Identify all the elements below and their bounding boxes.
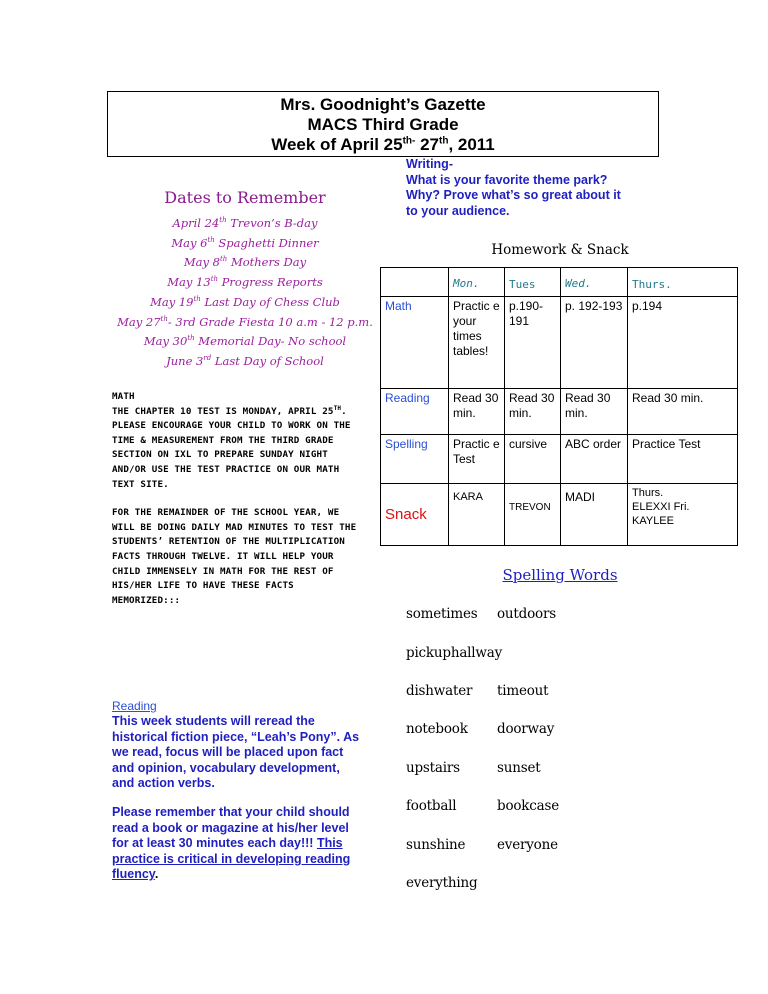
table-cell: Practice Test	[628, 435, 738, 484]
homework-title: Homework & Snack	[491, 242, 629, 258]
table-row	[381, 297, 738, 389]
spelling-word: football	[406, 798, 457, 814]
day-header: Tues	[505, 268, 561, 297]
table-cell: cursive	[505, 435, 561, 484]
class-name: MACS Third Grade	[307, 115, 459, 134]
table-cell: Read 30 min.	[449, 389, 505, 435]
table-cell: p.194	[628, 297, 738, 389]
newsletter-header	[107, 91, 659, 157]
writing-prompt	[406, 157, 736, 219]
table-cell: Practic e your times tables!	[449, 297, 505, 389]
date-item: May 19th Last Day of Chess Club	[150, 294, 340, 309]
reading-title: Reading	[112, 699, 157, 713]
spelling-word: outdoors	[497, 606, 556, 622]
spelling-word: sunset	[497, 760, 541, 776]
table-row	[381, 435, 738, 484]
date-item: May 8th Mothers Day	[183, 255, 307, 270]
table-cell: p. 192-193	[561, 297, 628, 389]
reading-paragraph: This week students will reread the historical fiction piece, “Leah’s Pony”. As we read, focus will be placed upon fact and opinion, vocabulary development, and action verbs.	[112, 714, 360, 791]
writing-line: Why? Prove what’s so great about it	[406, 188, 621, 202]
reading-paragraph: Please remember that your child should read a book or magazine at his/her level for at least 30 minutes each day!!! This practice is critical in developing reading fluency.	[112, 804, 351, 882]
table-cell: Thurs. ELEXXI Fri. KAYLEE	[628, 484, 738, 546]
spelling-word: upstairs	[406, 760, 460, 776]
spelling-word: sunshine	[406, 837, 466, 853]
table-cell: Read 30 min.	[505, 389, 561, 435]
row-label: Math	[381, 297, 449, 389]
writing-line: What is your favorite theme park?	[406, 172, 608, 187]
snack-label: Snack	[381, 484, 449, 546]
corner-cell	[381, 268, 449, 297]
spelling-word: dishwater	[406, 683, 473, 699]
date-item: May 27th- 3rd Grade Fiesta 10 a.m - 12 p.m.	[117, 314, 373, 329]
table-row	[381, 484, 738, 546]
spelling-title: Spelling Words	[502, 566, 618, 584]
table-cell: Read 30 min.	[628, 389, 738, 435]
row-label: Reading	[381, 389, 449, 435]
spelling-word: sometimes	[406, 606, 478, 622]
math-paragraph: THE CHAPTER 10 TEST IS MONDAY, APRIL 25TH. PLEASE ENCOURAGE YOUR CHILD TO WORK ON THE TIME & MEASUREMENT FROM THE THIRD GRADE SECTION ON IXL TO PREPARE SUNDAY NIGHT AND/OR USE THE TEST PRACTICE ON OUR MATH TEXT SITE.	[112, 404, 351, 490]
math-title: MATH	[112, 391, 135, 402]
math-notes	[112, 390, 358, 622]
dates-list	[90, 214, 400, 372]
reading-notes	[112, 714, 364, 896]
day-header: Mon.	[449, 268, 505, 297]
day-header: Wed.	[561, 268, 628, 297]
spelling-word: everything	[406, 875, 478, 891]
table-cell: KARA	[449, 484, 505, 546]
table-row	[381, 389, 738, 435]
spelling-word: bookcase	[497, 798, 560, 814]
spelling-word: timeout	[497, 683, 549, 699]
date-item: June 3rd Last Day of School	[166, 353, 324, 368]
date-item: May 13th Progress Reports	[167, 275, 323, 290]
table-header-row	[381, 268, 738, 297]
spelling-word: notebook	[406, 721, 468, 737]
date-item: May 6th Spaghetti Dinner	[171, 235, 319, 250]
table-cell: TREVON	[505, 484, 561, 546]
day-header: Thurs.	[628, 268, 738, 297]
spelling-word: pickuphallway	[406, 645, 503, 661]
table-cell: Read 30 min.	[561, 389, 628, 435]
week-line: Week of April $25^{th-}$ 27th, 2011	[271, 135, 495, 154]
math-paragraph: FOR THE REMAINDER OF THE SCHOOL YEAR, WE WILL BE DOING DAILY MAD MINUTES TO TEST THE STUDENTS’ RETENTION OF THE MULTIPLICATION FACTS THROUGH TWELVE. IT WILL HELP YOUR CHILD IMMENSELY IN MATH FOR THE REST OF HIS/HER LIFE TO HAVE THESE FACTS MEMORIZED:::	[112, 507, 357, 606]
table-cell: p.190-191	[505, 297, 561, 389]
table-cell: Practic e Test	[449, 435, 505, 484]
date-item: May 30th Memorial Day- No school	[143, 334, 347, 349]
writing-label: Writing-	[406, 157, 453, 171]
writing-line: to your audience.	[406, 203, 510, 218]
homework-table	[380, 267, 738, 546]
table-cell: ABC order	[561, 435, 628, 484]
date-item: April 24th Trevon’s B-day	[172, 216, 318, 230]
spelling-word: doorway	[497, 721, 555, 737]
dates-title: Dates to Remember	[164, 188, 326, 207]
newsletter-title: Mrs. Goodnight’s Gazette	[280, 95, 486, 114]
table-cell: MADI	[561, 484, 628, 546]
row-label: Spelling	[381, 435, 449, 484]
spelling-word: everyone	[497, 837, 558, 853]
